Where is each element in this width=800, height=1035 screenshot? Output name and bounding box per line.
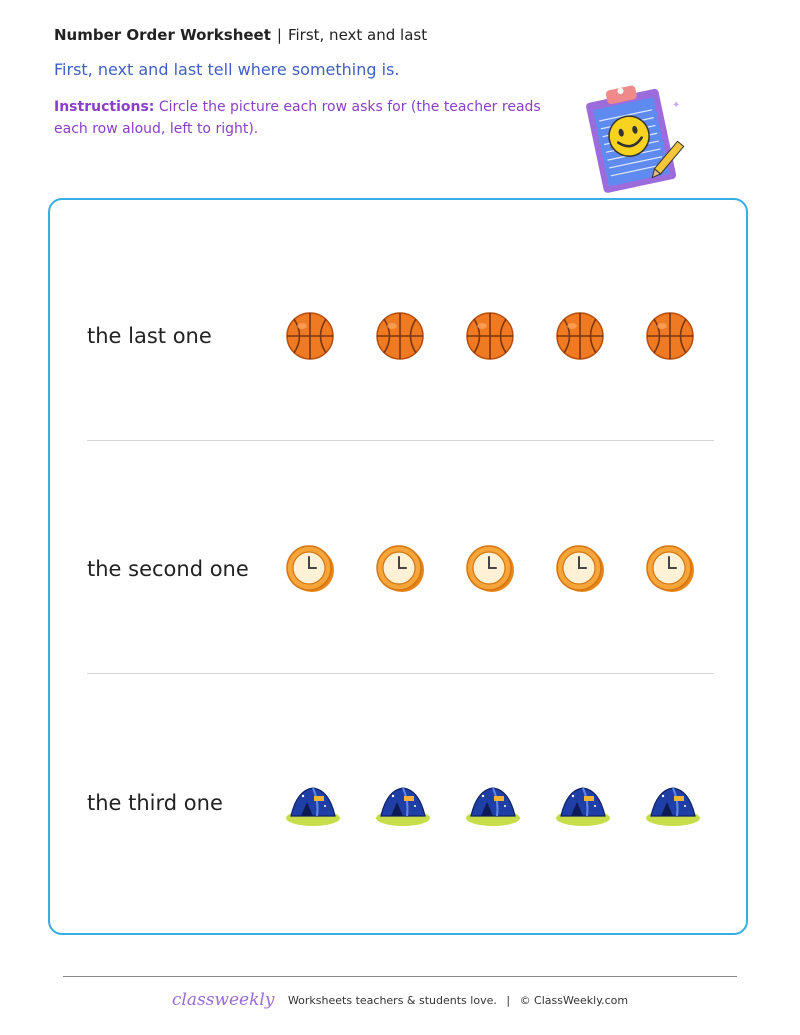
basketball-icon[interactable] bbox=[643, 309, 697, 363]
footer-tagline: Worksheets teachers & students love. bbox=[287, 994, 497, 1007]
tent-icon[interactable] bbox=[373, 776, 427, 830]
question-row-1 bbox=[50, 296, 746, 376]
question-card bbox=[48, 198, 748, 935]
clock-icon[interactable] bbox=[373, 542, 427, 596]
clock-icon[interactable] bbox=[283, 542, 337, 596]
row-divider bbox=[87, 440, 714, 441]
footer-divider bbox=[63, 976, 737, 977]
tent-icon[interactable] bbox=[463, 776, 517, 830]
basketball-icon[interactable] bbox=[283, 309, 337, 363]
row-prompt: the last one bbox=[87, 324, 212, 348]
clock-icon[interactable] bbox=[553, 542, 607, 596]
brand-logo: classweekly bbox=[171, 990, 275, 1010]
worksheet-topic: First, next and last bbox=[287, 26, 428, 44]
header-separator: | bbox=[276, 26, 282, 44]
instructions-text: Circle the picture each row asks for (the teacher reads each row aloud, left to right). bbox=[54, 99, 541, 137]
worksheet-title: Number Order Worksheet bbox=[54, 26, 271, 44]
basketball-icon[interactable] bbox=[553, 309, 607, 363]
instructions bbox=[54, 96, 574, 140]
tent-icon[interactable] bbox=[643, 776, 697, 830]
row-prompt: the second one bbox=[87, 557, 249, 581]
worksheet-subtitle: First, next and last tell where something is. bbox=[54, 60, 400, 79]
row-prompt: the third one bbox=[87, 791, 223, 815]
clipboard-smiley-icon bbox=[580, 80, 690, 195]
question-row-2 bbox=[50, 529, 746, 609]
footer-separator: | bbox=[506, 994, 511, 1007]
tent-icon[interactable] bbox=[283, 776, 337, 830]
instructions-label: Instructions: bbox=[54, 99, 155, 115]
footer bbox=[0, 990, 800, 1010]
basketball-icon[interactable] bbox=[463, 309, 517, 363]
row-divider bbox=[87, 673, 714, 674]
clock-icon[interactable] bbox=[463, 542, 517, 596]
footer-copyright: © ClassWeekly.com bbox=[519, 994, 629, 1007]
basketball-icon[interactable] bbox=[373, 309, 427, 363]
tent-icon[interactable] bbox=[553, 776, 607, 830]
clock-icon[interactable] bbox=[643, 542, 697, 596]
question-row-3 bbox=[50, 763, 746, 843]
worksheet-header bbox=[54, 26, 427, 44]
svg-text:✦: ✦ bbox=[672, 100, 681, 111]
